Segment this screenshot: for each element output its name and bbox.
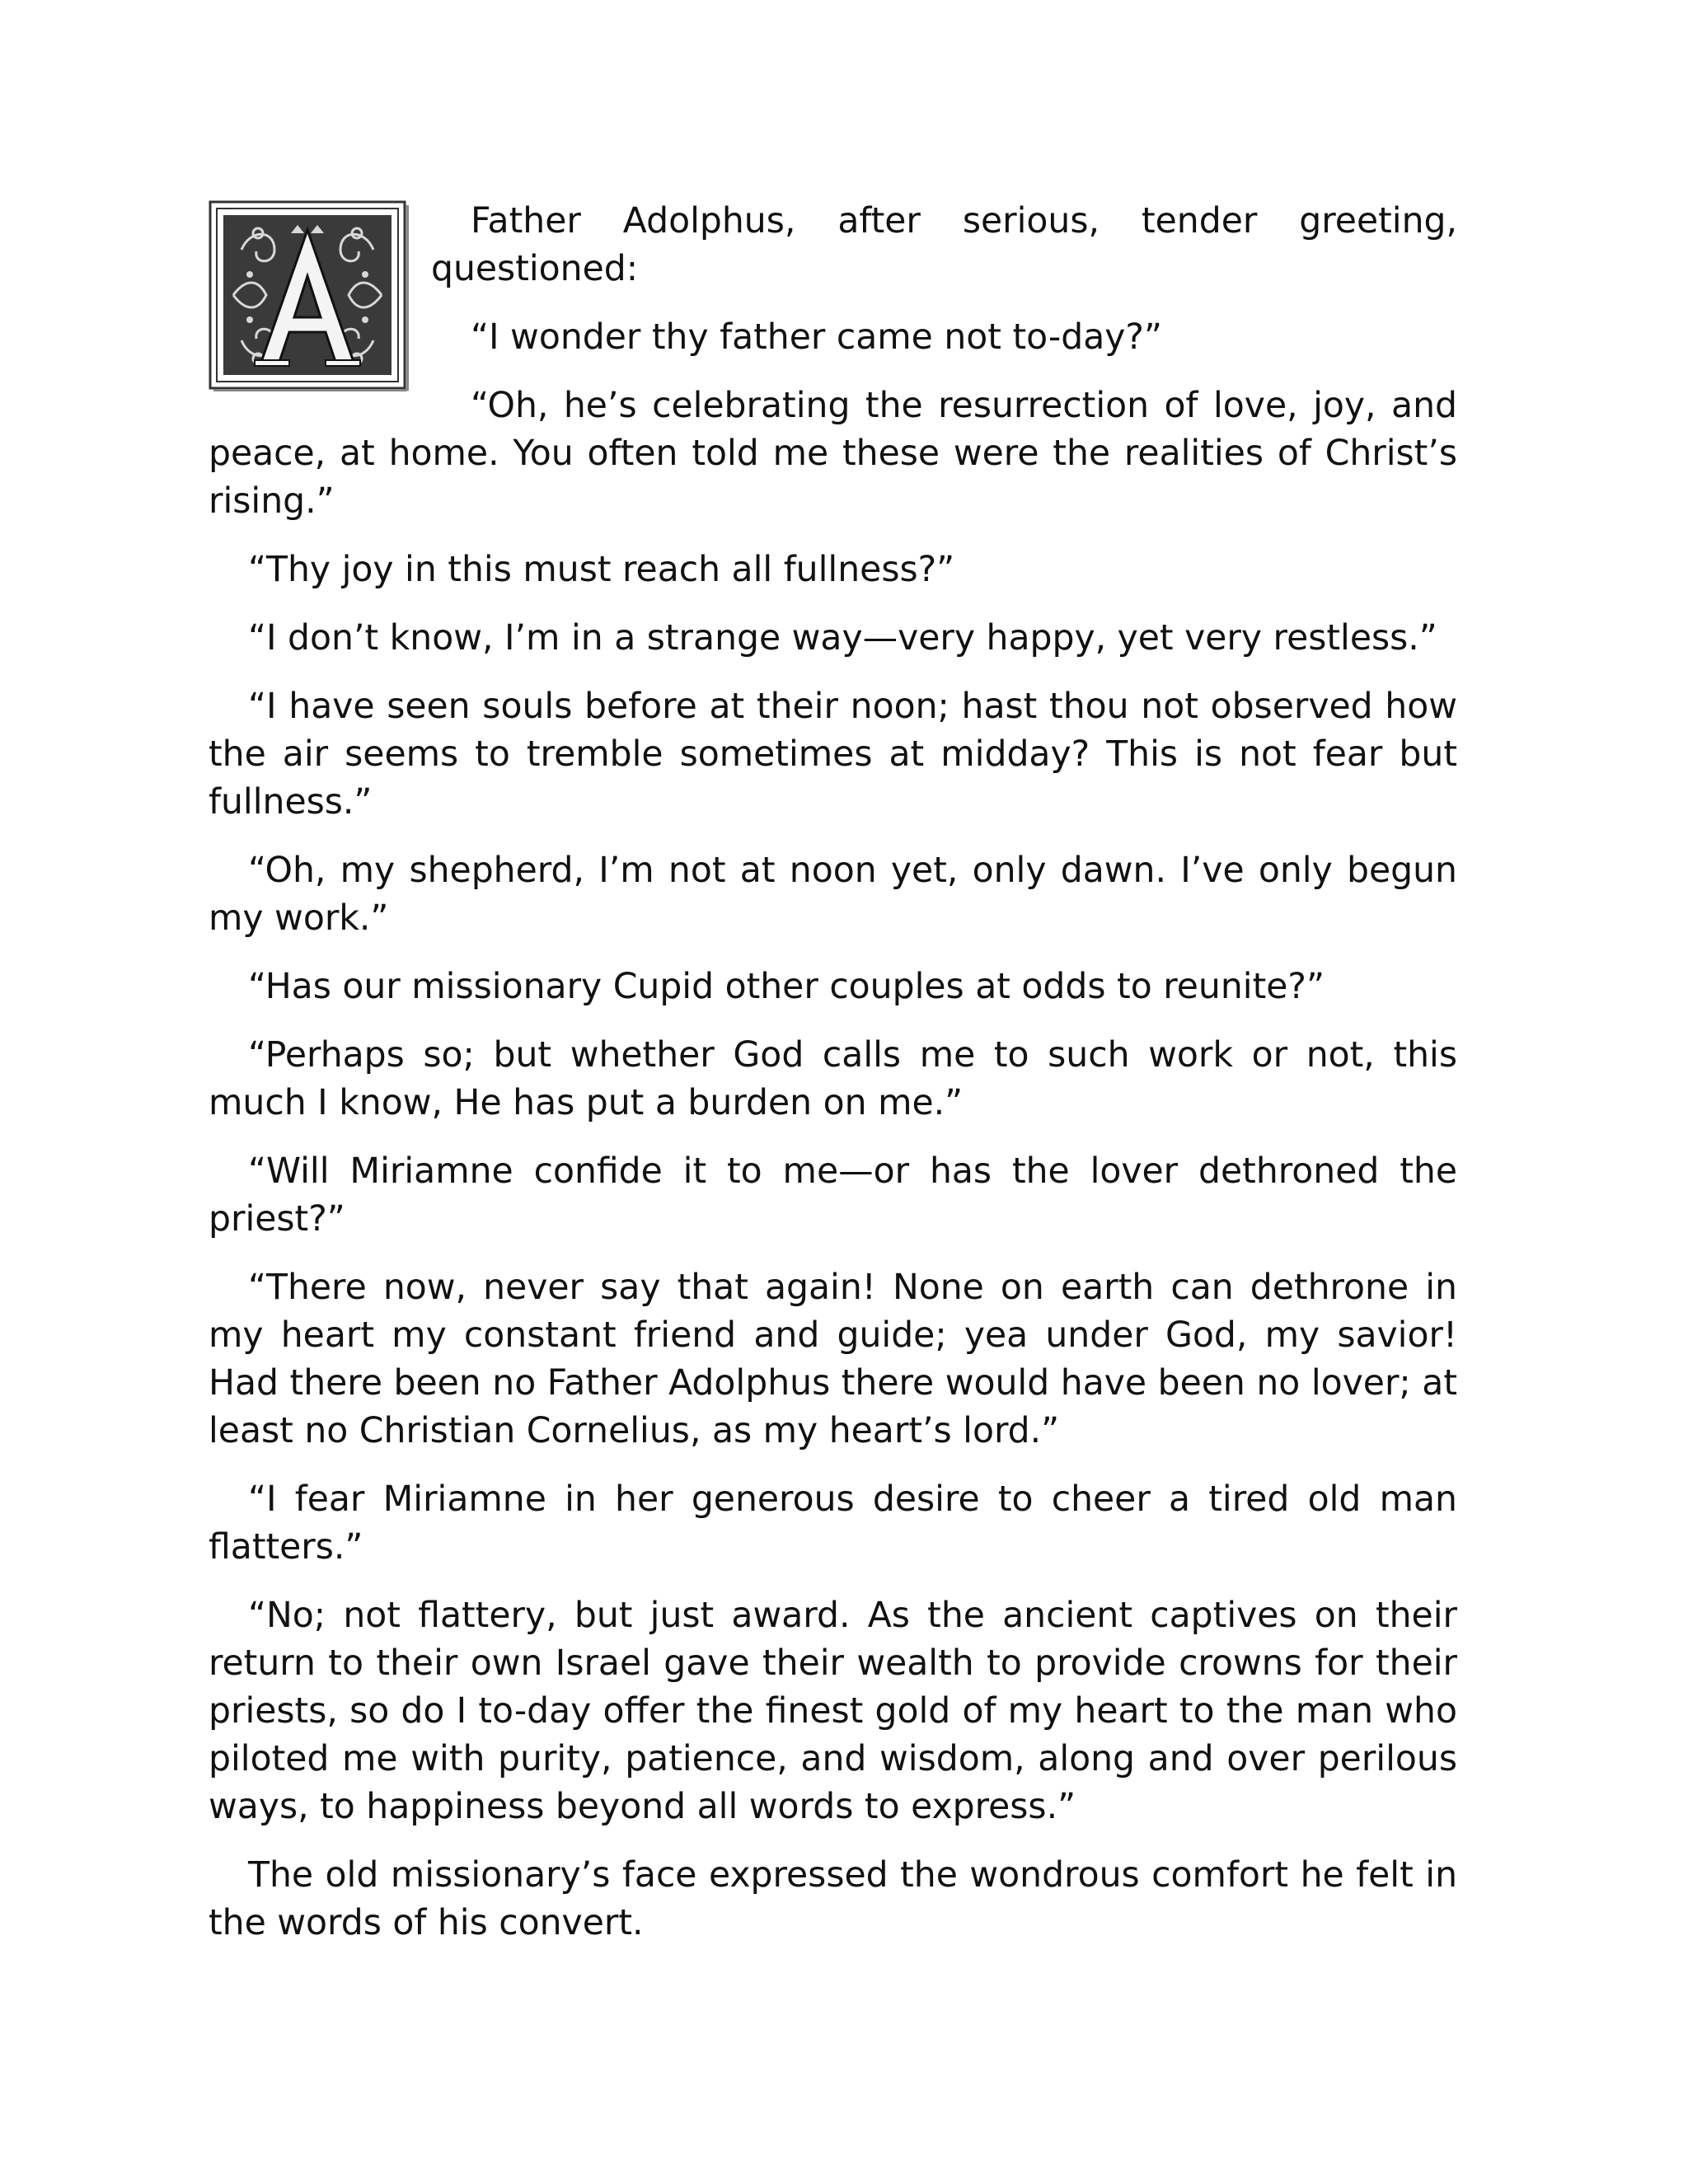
paragraph-1: Father Adolphus, after serious, tender greeting, questioned:: [431, 201, 1457, 289]
paragraph-11: “There now, never say that again! None on earth can dethrone in my heart my constant friend and guide; yea under God, my savior! Had there been no Father Adolphus there would have been no lover; at least no Christian Cornelius, as my heart’s lord.”: [209, 1268, 1457, 1451]
paragraph-10: “Will Miriamne confide it to me—or has the lover dethroned the priest?”: [209, 1151, 1457, 1240]
paragraph-6: “I have seen souls before at their noon; hast thou not observed how the air seems to tremble sometimes at midday? This is not fear but fullness.”: [209, 687, 1457, 823]
paragraph-5: “I don’t know, I’m in a strange way—very happy, yet very restless.”: [248, 618, 1437, 658]
paragraph-13: “No; not flattery, but just award. As the ancient captives on their return to their own Israel gave their wealth to provide crowns for their priests, so do I to-day offer the finest gold of my heart to the man who piloted me with purity, patience, and wisdom, along and over perilous ways, to happiness beyond all words to express.”: [209, 1596, 1457, 1827]
paragraph-2: “I wonder thy father came not to-day?”: [471, 317, 1162, 358]
paragraph-14: The old missionary’s face expressed the wondrous comfort he felt in the words of his convert.: [209, 1855, 1457, 1943]
paragraph-3: “Oh, he’s celebrating the resurrection of love, joy, and peace, at home. You often told me these were the realities of Christ’s rising.”: [209, 386, 1457, 522]
drop-cap-initial: [209, 200, 411, 391]
paragraph-8: “Has our missionary Cupid other couples at odds to reunite?”: [248, 967, 1325, 1007]
paragraph-4: “Thy joy in this must reach all fullness?”: [248, 550, 955, 590]
paragraph-12: “I fear Miriamne in her generous desire to cheer a tired old man flatters.”: [209, 1479, 1457, 1568]
ornamental-initial-a-icon: [209, 200, 411, 391]
paragraph-7: “Oh, my shepherd, I’m not at noon yet, only dawn. I’ve only begun my work.”: [209, 851, 1457, 939]
page-body: [209, 198, 1457, 1968]
paragraph-9: “Perhaps so; but whether God calls me to such work or not, this much I know, He has put a burden on me.”: [209, 1035, 1457, 1123]
